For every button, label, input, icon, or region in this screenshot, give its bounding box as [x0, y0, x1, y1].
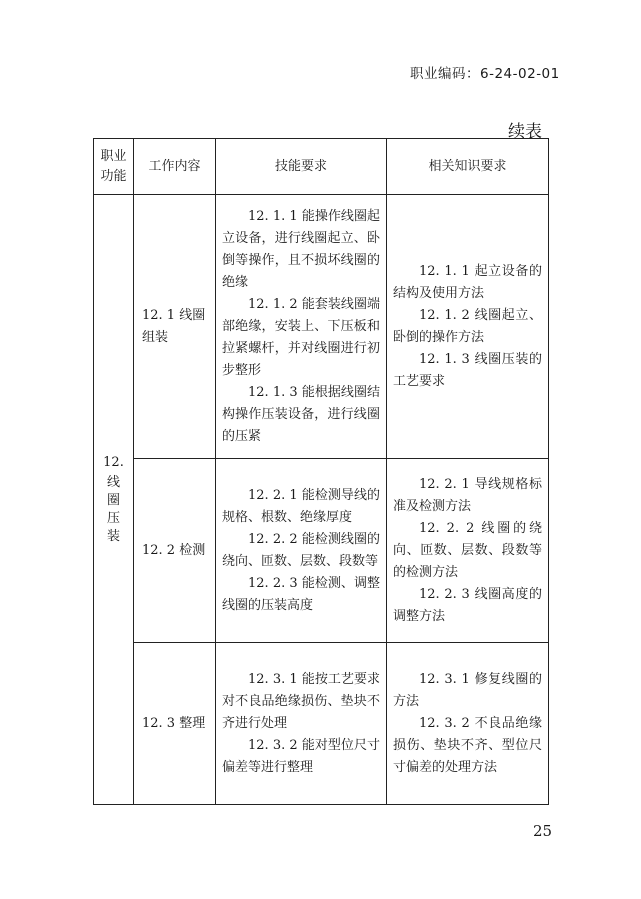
skill-item: 12. 2. 1 能检测导线的规格、根数、绝缘厚度 — [222, 487, 380, 525]
knowledge-item: 12. 1. 1 起立设备的结构及使用方法 — [393, 263, 542, 301]
knowledge-item: 12. 2. 1 导线规格标准及检测方法 — [393, 476, 542, 514]
knowledge-item: 12. 1. 2 线圈起立、卧倒的操作方法 — [393, 307, 542, 345]
header-skill: 技能要求 — [216, 139, 387, 195]
table-row — [94, 459, 549, 643]
skill-cell — [216, 459, 387, 643]
skill-item: 12. 1. 1 能操作线圈起立设备，进行线圈起立、卧倒等操作，且不损坏线圈的绝缘 — [222, 208, 380, 290]
skill-item: 12. 3. 1 能按工艺要求对不良品绝缘损伤、垫块不齐进行处理 — [222, 671, 380, 731]
table-row — [94, 195, 549, 459]
skill-cell — [216, 195, 387, 459]
skill-item: 12. 1. 2 能套装线圈端部绝缘，安装上、下压板和拉紧螺杆，并对线圈进行初步整形 — [222, 296, 380, 378]
function-cell — [94, 195, 134, 805]
work-cell — [134, 459, 216, 643]
occupation-code: 职业编码：6-24-02-01 — [410, 66, 560, 82]
knowledge-item: 12. 3. 1 修复线圈的方法 — [393, 671, 542, 709]
work-label: 12. 3 整理 — [142, 715, 206, 731]
knowledge-item: 12. 2. 2 线圈的绕向、匝数、层数、段数等的检测方法 — [393, 520, 542, 580]
header-function-label: 职业 功能 — [100, 148, 127, 184]
table-row — [94, 643, 549, 805]
skill-item: 12. 1. 3 能根据线圈结构操作压装设备，进行线圈的压紧 — [222, 384, 380, 444]
function-number: 12. — [103, 454, 124, 470]
page-number: 25 — [533, 822, 553, 840]
knowledge-cell — [387, 643, 549, 805]
work-label: 12. 1 线圈组装 — [142, 307, 206, 345]
knowledge-cell — [387, 195, 549, 459]
work-cell — [134, 643, 216, 805]
function-name: 线圈压装 — [106, 474, 120, 544]
work-cell — [134, 195, 216, 459]
skills-table — [93, 138, 549, 805]
header-knowledge: 相关知识要求 — [387, 139, 549, 195]
skill-item: 12. 3. 2 能对型位尺寸偏差等进行整理 — [222, 737, 380, 775]
skill-item: 12. 2. 2 能检测线圈的绕向、匝数、层数、段数等 — [222, 531, 380, 569]
header-function — [94, 139, 134, 195]
knowledge-item: 12. 2. 3 线圈高度的调整方法 — [393, 586, 542, 624]
knowledge-item: 12. 1. 3 线圈压装的工艺要求 — [393, 351, 542, 389]
table-header-row — [94, 139, 549, 195]
work-label: 12. 2 检测 — [142, 542, 206, 558]
continued-label: 续表 — [508, 122, 542, 142]
skill-cell — [216, 643, 387, 805]
header-work: 工作内容 — [134, 139, 216, 195]
knowledge-item: 12. 3. 2 不良品绝缘损伤、垫块不齐、型位尺寸偏差的处理方法 — [393, 715, 542, 775]
skill-item: 12. 2. 3 能检测、调整线圈的压装高度 — [222, 575, 380, 613]
knowledge-cell — [387, 459, 549, 643]
